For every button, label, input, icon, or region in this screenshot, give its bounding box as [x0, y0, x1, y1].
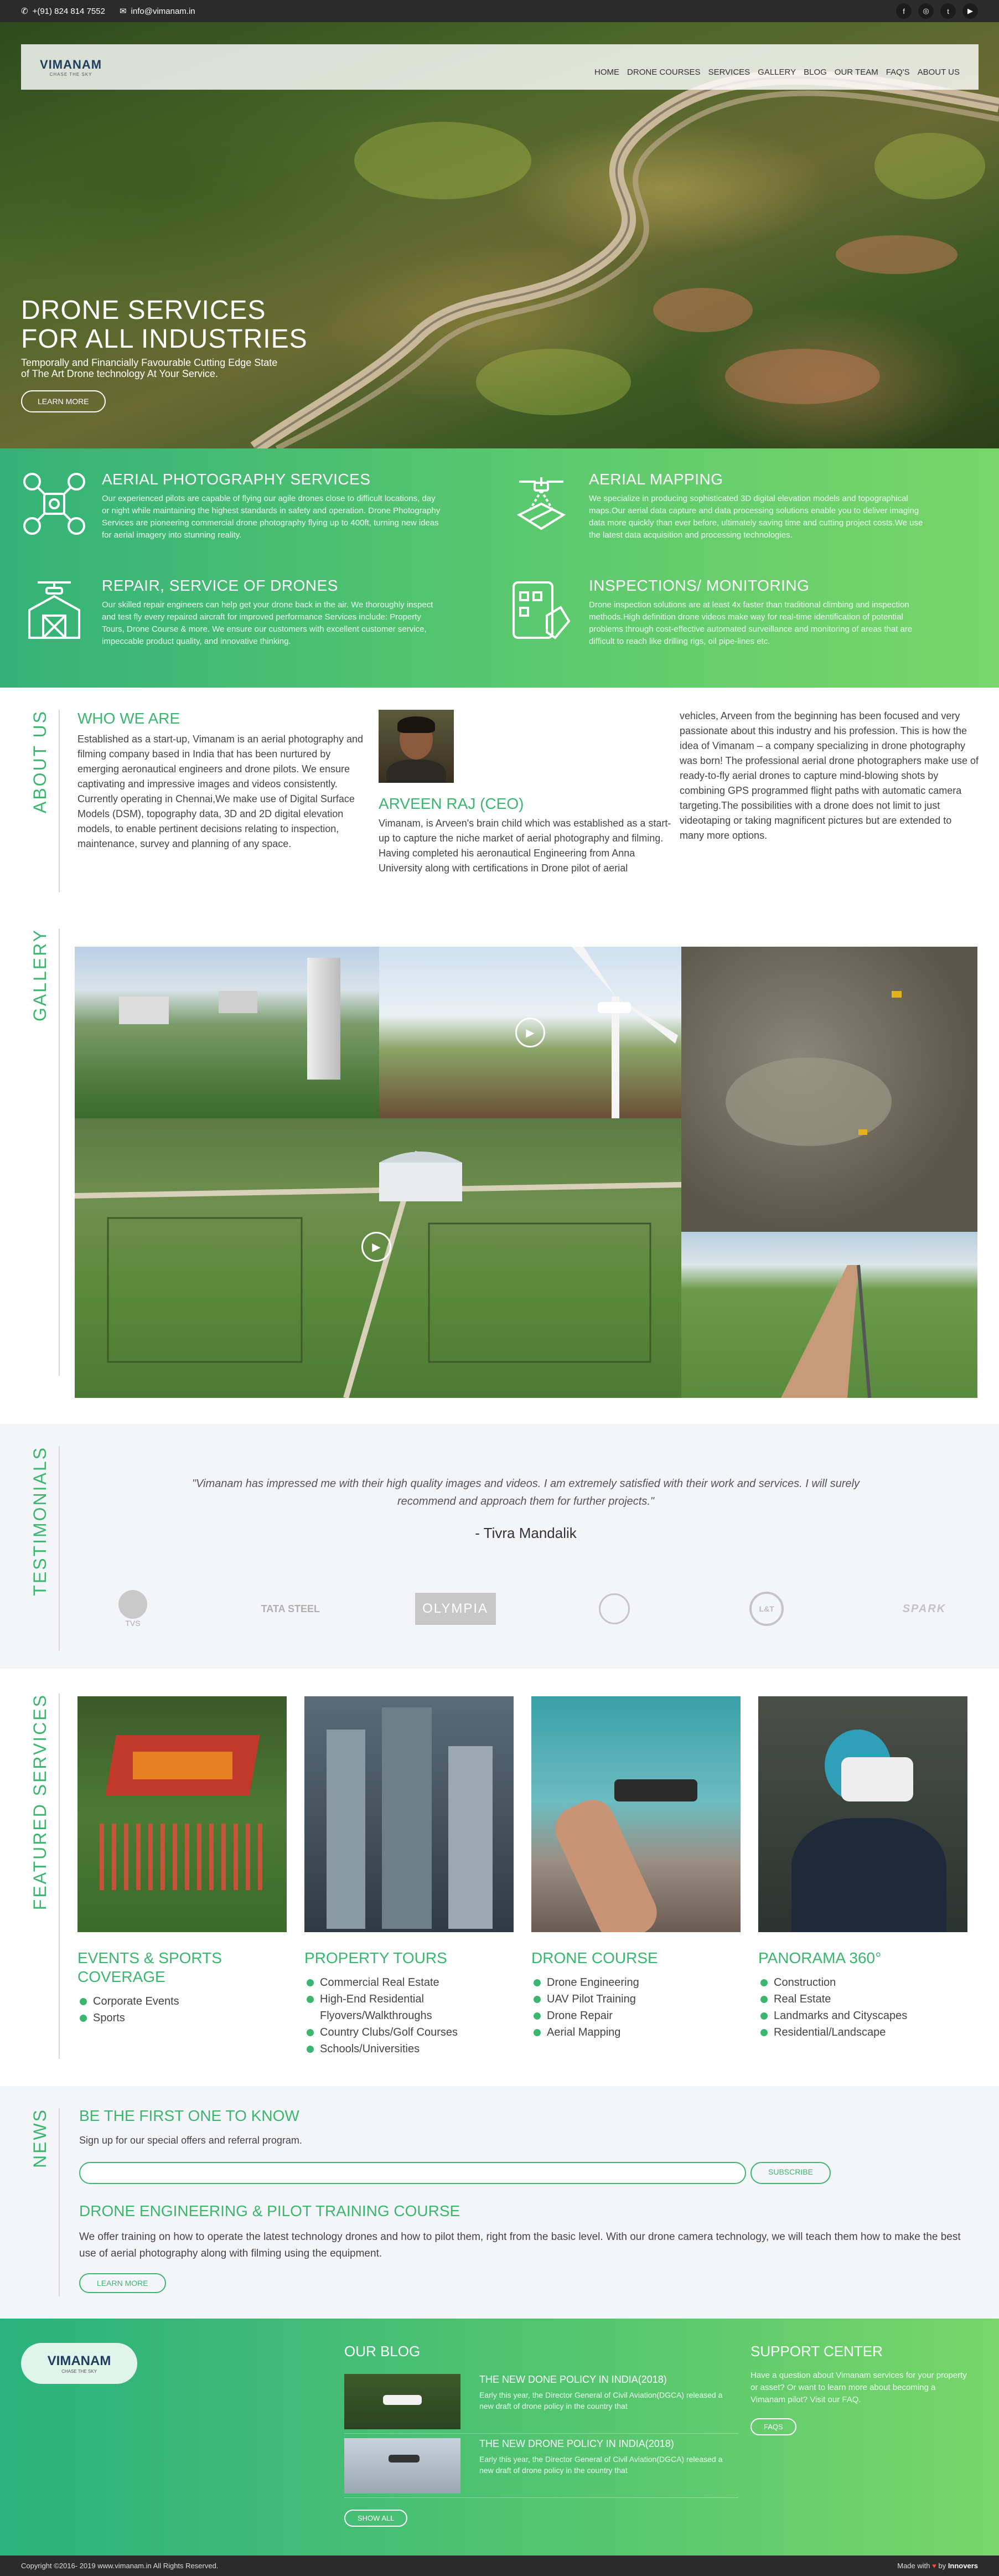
- hero-banner: [0, 22, 999, 448]
- nav-item-gallery[interactable]: GALLERY: [758, 67, 796, 77]
- featured-card-panorama[interactable]: PANORAMA 360° Construction Real Estate Landmarks and Cityscapes Residential/Landscape: [758, 1696, 967, 2041]
- about-side-label: ABOUT US: [21, 710, 60, 892]
- hero-title: DRONE SERVICES FOR ALL INDUSTRIES: [21, 296, 308, 354]
- main-navbar: [21, 44, 979, 90]
- newsletter-subtext: Sign up for our special offers and referral program.: [79, 2135, 302, 2146]
- blog-thumbnail: [344, 2374, 460, 2429]
- course-learn-more-button[interactable]: LEARN MORE: [79, 2273, 166, 2293]
- top-bar: [0, 0, 999, 22]
- gallery-image-city[interactable]: [75, 947, 379, 1118]
- ceo-name: ARVEEN RAJ (CEO): [379, 795, 524, 812]
- blog-heading: OUR BLOG: [344, 2343, 421, 2360]
- testimonial-quote: "Vimanam has impressed me with their high quality images and videos. I am extremely satisfied with their work and services. I will surely recommend and approach them for further projects.": [191, 1478, 860, 1508]
- services-section: [0, 448, 999, 688]
- drone-course-photo: [531, 1696, 741, 1932]
- nav-item-faqs[interactable]: FAQ'S: [886, 67, 910, 77]
- hero-subtitle: Temporally and Financially Favourable Cutting Edge State of The Art Drone technology At Your Service.: [21, 357, 278, 379]
- nav-item-drone-courses[interactable]: DRONE COURSES: [627, 67, 701, 77]
- footer: [0, 2319, 999, 2556]
- play-icon[interactable]: ▶: [515, 1018, 545, 1047]
- vimanam-logo[interactable]: VIMANAM CHASE THE SKY: [40, 57, 102, 77]
- service-repair: REPAIR, SERVICE OF DRONES Our skilled repair engineers can help get your drone back in the air. We thoroughly inspect and test fly every repaired aircraft for improved performance Services include: Property Tours, Drone Course & more. We ensure our customers with excellent customer service, impeccable product quality, and innovative thinking.: [21, 577, 442, 648]
- course-text: We offer training on how to operate the latest technology drones and how to pilot them, right from the basic level. With our drone camera technology, we will teach them how to make the best use of aerial photography along with filming using the equipment.: [79, 2231, 961, 2259]
- footer-logo[interactable]: VIMANAM CHASE THE SKY: [21, 2343, 137, 2384]
- newsletter-email-input[interactable]: [79, 2162, 746, 2184]
- made-with: Made with ♥ by Innovers: [897, 2562, 978, 2570]
- property-photo: [304, 1696, 514, 1932]
- featured-card-property[interactable]: PROPERTY TOURS Commercial Real Estate High-End Residential Flyovers/Walkthroughs Country Clubs/Golf Courses Schools/Universities: [304, 1696, 514, 2057]
- featured-side-label: FEATURED SERVICES: [21, 1694, 60, 2059]
- support-heading: SUPPORT CENTER: [750, 2343, 883, 2360]
- featured-card-drone-course[interactable]: DRONE COURSE Drone Engineering UAV Pilot Training Drone Repair Aerial Mapping: [531, 1696, 741, 2041]
- events-photo: [77, 1696, 287, 1932]
- gallery-video-warehouse[interactable]: [75, 1118, 681, 1398]
- client-logo-spark: SPARK: [902, 1602, 946, 1615]
- show-all-button[interactable]: SHOW ALL: [344, 2510, 407, 2527]
- blog-post[interactable]: THE NEW DRONE POLICY IN INDIA(2018) Early this year, the Director General of Civil Aviation(DGCA) released a new draft of drone policy in the country that: [344, 2438, 738, 2498]
- nav-item-our-team[interactable]: OUR TEAM: [834, 67, 878, 77]
- course-heading: DRONE ENGINEERING & PILOT TRAINING COURSE: [79, 2202, 460, 2219]
- newsletter-heading: BE THE FIRST ONE TO KNOW: [79, 2107, 299, 2124]
- client-logo-tata-steel: TATA STEEL: [261, 1603, 320, 1614]
- testimonials-side-label: TESTIMONIALS: [21, 1446, 60, 1651]
- gallery-image-quarry[interactable]: [681, 947, 977, 1232]
- heart-icon: ♥: [932, 2562, 936, 2570]
- testimonials-section: [0, 1424, 999, 1669]
- nav-menu: [594, 68, 960, 77]
- ceo-text-continued: vehicles, Arveen from the beginning has been focused and very passionate about this industry and his profession. This is how the idea of Vimanam – a company specializing in drone photography was born! The professional aerial drone photographers make use of ready-to-fly aerial drones to capture mind-blowing shots by combining GPS programmed flight paths with automatic camera targeting.The possibilities with a drone does not limit to just videotaping or taking magnificent pictures but are extended to many more options.: [680, 710, 979, 841]
- gallery-video-windmill[interactable]: [379, 947, 681, 1118]
- email-contact[interactable]: ✉ info@vimanam.in: [119, 6, 195, 16]
- hero-learn-more-button[interactable]: LEARN MORE: [21, 390, 106, 412]
- gallery-section: [0, 917, 999, 1424]
- hero-text: [21, 296, 308, 412]
- gallery-side-label: GALLERY: [21, 928, 60, 1376]
- nav-item-services[interactable]: SERVICES: [708, 67, 750, 77]
- repair-icon: [21, 577, 87, 643]
- about-section: [0, 688, 999, 917]
- subscribe-button[interactable]: SUBSCRIBE: [750, 2162, 831, 2184]
- twitter-icon[interactable]: t: [940, 3, 956, 19]
- about-heading: WHO WE ARE: [77, 710, 180, 727]
- about-text: Established as a start-up, Vimanam is an aerial photography and filming company based in India that has been nurtured by emerging aeronautical engineers and drone pilots. We ensure captivating and impressive images and videos consistently. Currently operating in Chennai,We make use of Digital Surface Models (DSM), topography data, 3D and 2D digital elevation models, to enable pertinent decisions relating to inspection, maintenance, survey and planning of any space.: [77, 734, 363, 849]
- nav-item-blog[interactable]: BLOG: [804, 67, 827, 77]
- featured-card-events[interactable]: EVENTS & SPORTS COVERAGE Corporate Events Sports: [77, 1696, 287, 2026]
- drone-icon: [21, 471, 87, 537]
- ceo-text: Vimanam, is Arveen's brain child which was established as a start-up to capture the niche market of aerial photography and filming. Having completed his aeronautical Engineering from Anna University along with certifications in Drone pilot of aerial: [379, 818, 671, 874]
- mapping-icon: [508, 471, 574, 537]
- mail-icon: ✉: [119, 7, 127, 16]
- copyright-text: Copyright ©2016- 2019 www.vimanam.in All Rights Reserved.: [21, 2562, 219, 2570]
- copyright-bar: [0, 2556, 999, 2576]
- gallery-image-railway[interactable]: [681, 1232, 977, 1398]
- inspection-icon: [508, 577, 574, 643]
- client-logo-lt: L&T: [733, 1592, 800, 1626]
- youtube-icon[interactable]: ▶: [962, 3, 978, 19]
- panorama-photo: [758, 1696, 967, 1932]
- testimonial-author: - Tivra Mandalik: [475, 1525, 577, 1541]
- featured-services-section: [0, 1669, 999, 2086]
- instagram-icon[interactable]: ◎: [918, 3, 934, 19]
- service-aerial-mapping: AERIAL MAPPING We specialize in producing sophisticated 3D digital elevation models and topographical maps.Our aerial data capture and data processing solutions enable you to deliver imaging data more quickly than ever before, ultimately saving time and cutting project costs.We use the latest data acquisition and processing technologies.: [508, 471, 929, 541]
- facebook-icon[interactable]: f: [896, 3, 912, 19]
- news-section: [0, 2086, 999, 2319]
- ceo-photo: [379, 710, 454, 783]
- blog-post[interactable]: THE NEW DONE POLICY IN INDIA(2018) Early this year, the Director General of Civil Aviation(DGCA) released a new draft of drone policy in the country that: [344, 2374, 738, 2434]
- client-logo-tvs: TVS: [100, 1590, 166, 1628]
- news-side-label: NEWS: [21, 2108, 60, 2296]
- phone-contact[interactable]: ✆ +(91) 824 814 7552: [21, 6, 105, 16]
- client-logo-seal: [581, 1593, 648, 1624]
- nav-item-home[interactable]: HOME: [594, 67, 620, 77]
- play-icon[interactable]: ▶: [361, 1232, 391, 1262]
- innovers-link[interactable]: Innovers: [948, 2562, 978, 2570]
- phone-icon: ✆: [21, 7, 28, 16]
- client-logo-olympia: OLYMPIA: [415, 1593, 496, 1625]
- service-inspections: INSPECTIONS/ MONITORING Drone inspection solutions are at least 4x faster than traditional climbing and inspection methods.High definition drone videos make way for real-time identification of potential problems through cost-effective automated surveillance and monitoring of areas that are difficult to reach like drilling rigs, oil pipe-lines etc.: [508, 577, 929, 648]
- faqs-button[interactable]: FAQS: [750, 2418, 796, 2435]
- nav-item-about-us[interactable]: ABOUT US: [917, 67, 960, 77]
- support-text: Have a question about Vimanam services for your property or asset? Or want to learn more about becoming a Vimanam pilot? Visit our FAQ.: [750, 2371, 967, 2404]
- blog-thumbnail: [344, 2438, 460, 2494]
- service-aerial-photography: AERIAL PHOTOGRAPHY SERVICES Our experienced pilots are capable of flying our agile drones close to difficult locations, day or night while maintaining the highest standards in safety and operation. Drone Photography Services are pioneering commercial drone photography flying up to 400ft, turning new ideas for aerial imagery into stunning reality.: [21, 471, 442, 541]
